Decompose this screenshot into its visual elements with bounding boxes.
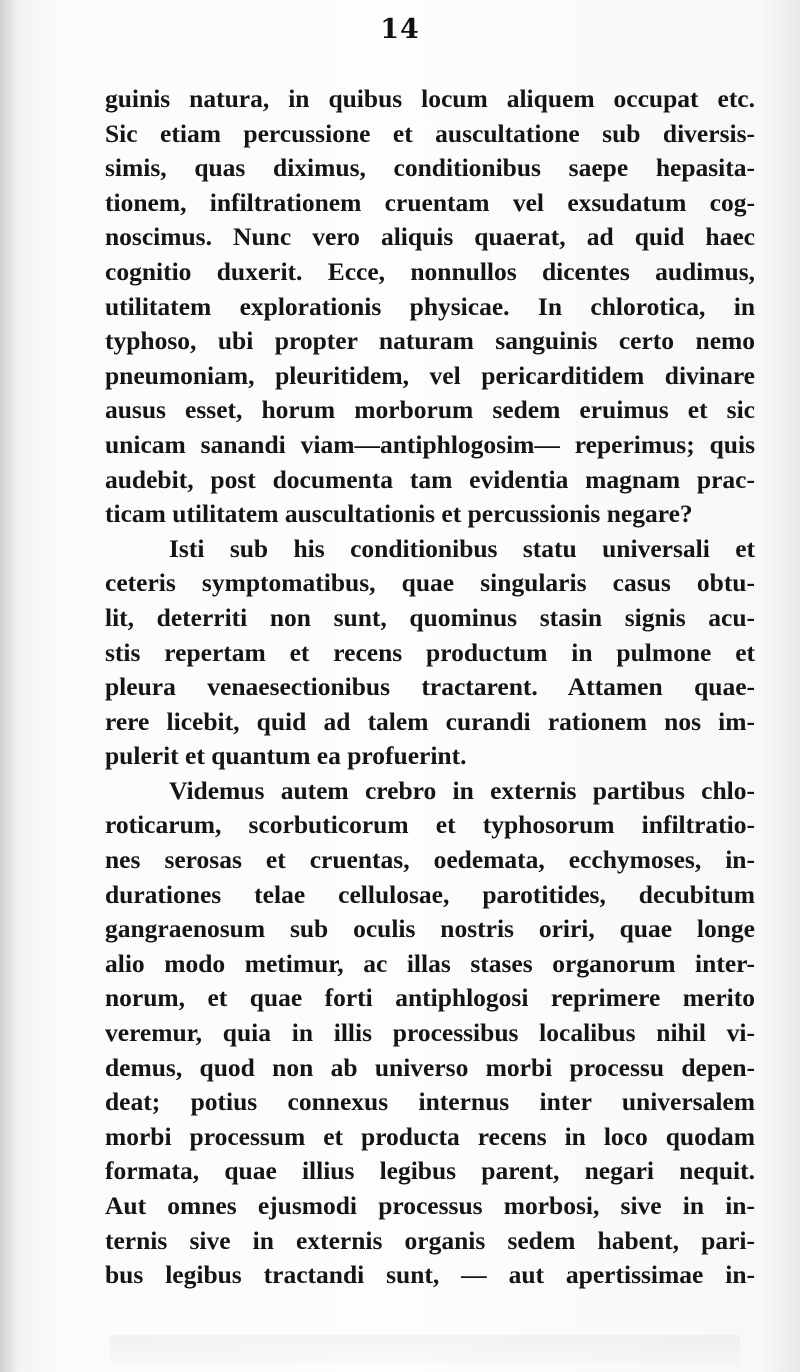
text-line: roticarum, scorbuticorum et typhosorum infiltratio- xyxy=(105,810,755,840)
text-line: veremur, quia in illis processibus localibus nihil vi- xyxy=(105,1018,755,1048)
text-line: stis repertam et recens productum in pulmone et xyxy=(105,637,755,667)
text-line: nes serosas et cruentas, oedemata, ecchymoses, in- xyxy=(105,845,755,875)
text-line: pneumoniam, pleuritidem, vel pericarditidem divinare xyxy=(105,360,755,390)
text-line: audebit, post documenta tam evidentia magnam prac- xyxy=(105,464,755,494)
text-line: pleura venaesectionibus tractarent. Attamen quae- xyxy=(105,672,755,702)
text-line: pulerit et quantum ea profuerint. xyxy=(105,741,467,771)
text-line: lit, deterriti non sunt, quominus stasin signis acu- xyxy=(105,602,755,632)
text-line: Aut omnes ejusmodi processus morbosi, sive in in- xyxy=(105,1191,755,1220)
text-line: durationes telae cellulosae, parotitides, decubitum xyxy=(105,879,755,909)
page-number: 14 xyxy=(380,14,420,45)
text-line: ticam utilitatem auscultationis et percussionis negare? xyxy=(105,499,693,529)
text-line: alio modo metimur, ac illas stases organorum inter- xyxy=(105,948,755,978)
text-line: deat; potius connexus internus inter universalem xyxy=(105,1087,755,1117)
text-line: morbi processum et producta recens in loco quodam xyxy=(105,1121,755,1151)
text-line: Videmus autem crebro in externis partibus chlo- xyxy=(169,775,755,805)
text-line: formata, quae illius legibus parent, negari nequit. xyxy=(105,1156,755,1186)
show-through-shadow xyxy=(110,1335,740,1365)
text-line: unicam sanandi viam—antiphlogosim— reperimus; quis xyxy=(105,429,755,459)
text-line: typhoso, ubi propter naturam sanguinis certo nemo xyxy=(105,326,755,356)
text-line: cognitio duxerit. Ecce, nonnullos dicentes audimus, xyxy=(105,256,755,286)
text-line: guinis natura, in quibus locum aliquem occupat etc. xyxy=(105,84,755,113)
text-line: utilitatem explorationis physicae. In chlorotica, in xyxy=(105,291,755,321)
text-line: noscimus. Nunc vero aliquis quaerat, ad quid haec xyxy=(105,222,755,252)
text-line: norum, et quae forti antiphlogosi reprimere merito xyxy=(105,983,755,1013)
text-line: Sic etiam percussione et auscultatione sub diversis- xyxy=(105,118,755,148)
text-line: ausus esset, horum morborum sedem eruimus et sic xyxy=(105,395,755,425)
text-line: Isti sub his conditionibus statu universali et xyxy=(169,533,755,563)
text-line: rere licebit, quid ad talem curandi rationem nos im- xyxy=(105,706,755,736)
body-text xyxy=(105,82,755,1293)
text-line: bus legibus tractandi sunt, — aut apertissimae in- xyxy=(105,1260,755,1290)
text-line: ceteris symptomatibus, quae singularis casus obtu- xyxy=(105,568,755,598)
text-line: gangraenosum sub oculis nostris oriri, quae longe xyxy=(105,914,755,944)
text-line: demus, quod non ab universo morbi processu depen- xyxy=(105,1052,755,1082)
text-line: tionem, infiltrationem cruentam vel exsudatum cog- xyxy=(105,187,755,217)
text-line: simis, quas diximus, conditionibus saepe hepasita- xyxy=(105,153,755,183)
text-line: ternis sive in externis organis sedem habent, pari- xyxy=(105,1225,755,1255)
